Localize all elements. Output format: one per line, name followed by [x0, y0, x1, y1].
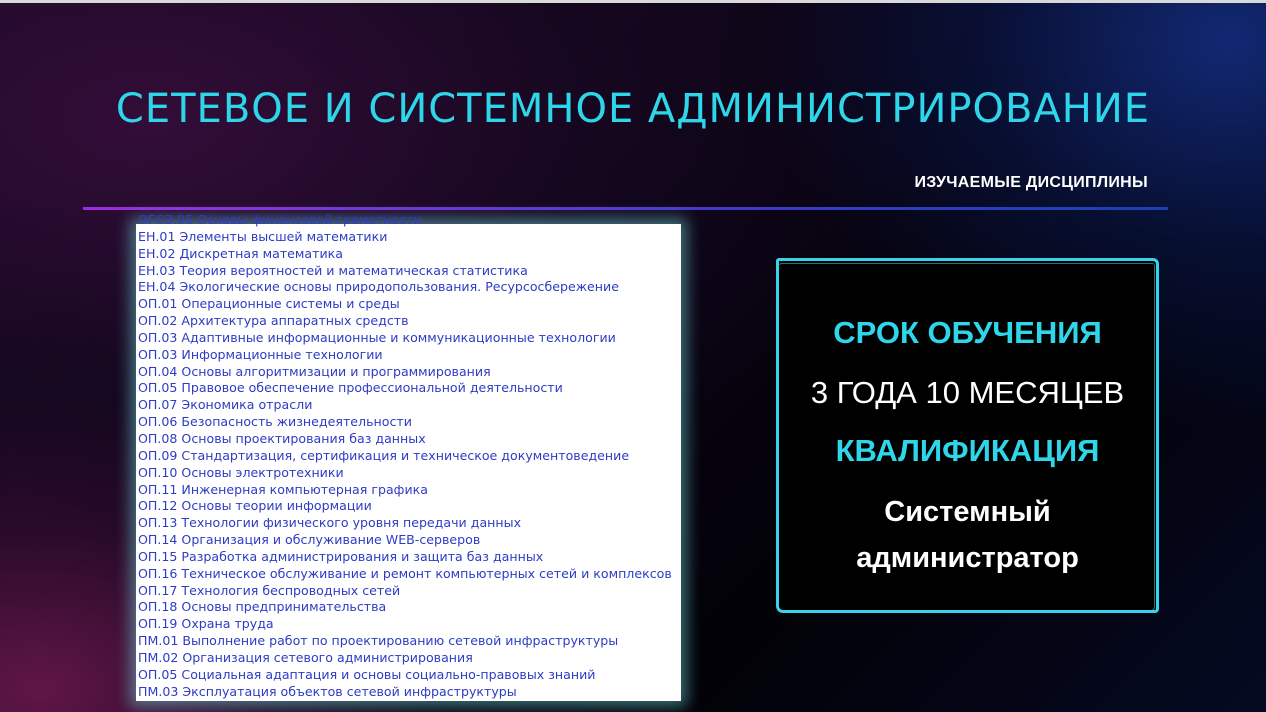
- discipline-item: ОП.14 Организация и обслуживание WEB-серверов: [138, 532, 481, 548]
- discipline-item: ОП.07 Экономика отрасли: [138, 397, 313, 413]
- discipline-item: ЕН.03 Теория вероятностей и математическая статистика: [138, 262, 528, 278]
- gradient-divider: [83, 207, 1168, 210]
- discipline-item: ПМ.01 Выполнение работ по проектированию сетевой инфраструктуры: [138, 633, 619, 649]
- discipline-item: ОГСЭ.05 Основы финансовой грамотности: [138, 212, 422, 227]
- discipline-item: ЕН.02 Дискретная математика: [138, 245, 343, 261]
- info-box: [776, 258, 1159, 613]
- discipline-item: ОП.05 Социальная адаптация и основы социально-правовых знаний: [138, 666, 596, 682]
- discipline-item: ЕН.01 Элементы высшей математики: [138, 228, 388, 244]
- discipline-item: ПМ.02 Организация сетевого администрирования: [138, 649, 473, 665]
- top-strip: [0, 0, 1266, 3]
- discipline-item: ЕН.04 Экологические основы природопользования. Ресурсосбережение: [138, 279, 619, 295]
- discipline-item: ОП.09 Стандартизация, сертификация и техническое документоведение: [138, 447, 630, 463]
- section-subtitle: ИЗУЧАЕМЫЕ ДИСЦИПЛИНЫ: [914, 174, 1148, 191]
- discipline-item: ОП.17 Технология беспроводных сетей: [138, 582, 401, 598]
- disciplines-list-panel: [136, 212, 681, 701]
- discipline-item: ОП.16 Техническое обслуживание и ремонт компьютерных сетей и комплексов: [138, 565, 672, 581]
- discipline-item: ОП.05 Правовое обеспечение профессиональной деятельности: [138, 380, 563, 396]
- discipline-item: ОП.18 Основы предпринимательства: [138, 599, 387, 615]
- duration-value: 3 ГОДА 10 МЕСЯЦЕВ: [810, 375, 1125, 410]
- qualification-value-line1: Системный: [884, 496, 1051, 528]
- discipline-item: ОП.01 Операционные системы и среды: [138, 296, 400, 312]
- discipline-item: ОП.19 Охрана труда: [138, 616, 274, 632]
- discipline-item: ОП.06 Безопасность жизнедеятельности: [138, 414, 412, 430]
- slide-title: СЕТЕВОЕ И СИСТЕМНОЕ АДМИНИСТРИРОВАНИЕ: [115, 86, 1151, 132]
- discipline-item: ОП.03 Информационные технологии: [138, 346, 383, 362]
- disciplines-list: [138, 212, 679, 700]
- discipline-item: ОП.08 Основы проектирования баз данных: [138, 430, 426, 446]
- duration-label: СРОК ОБУЧЕНИЯ: [833, 315, 1102, 350]
- discipline-item: ОП.12 Основы теории информации: [138, 498, 372, 514]
- discipline-item: ОП.13 Технологии физического уровня передачи данных: [138, 515, 522, 531]
- qualification-value-line2: администратор: [856, 542, 1079, 574]
- discipline-item: ОП.03 Адаптивные информационные и коммуникационные технологии: [138, 329, 616, 345]
- discipline-item: ОП.10 Основы электротехники: [138, 464, 344, 480]
- discipline-item: ОП.11 Инженерная компьютерная графика: [138, 481, 428, 497]
- discipline-item: ОП.04 Основы алгоритмизации и программирования: [138, 363, 491, 379]
- discipline-item: ОП.15 Разработка администрирования и защита баз данных: [138, 548, 544, 564]
- discipline-item: ПМ.03 Эксплуатация объектов сетевой инфраструктуры: [138, 683, 517, 699]
- discipline-item: ОП.02 Архитектура аппаратных средств: [138, 313, 409, 329]
- qualification-label: КВАЛИФИКАЦИЯ: [835, 433, 1100, 468]
